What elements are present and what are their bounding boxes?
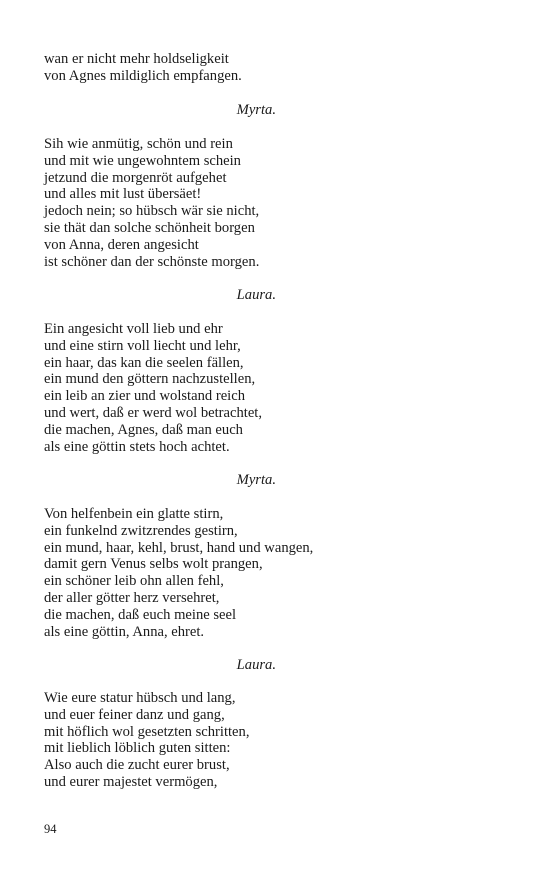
verse-line: als eine göttin, Anna, ehret. — [44, 623, 205, 640]
verse-line: Wie eure statur hübsch und lang, — [44, 690, 236, 706]
verse-line: mit lieblich löblich guten sitten: — [44, 740, 231, 757]
verse-line: wan er nicht mehr holdseligkeit — [44, 51, 229, 67]
verse-line: ein funkelnd zwitzrendes gestirn, — [44, 522, 238, 539]
verse-line: Also auch die zucht eurer brust, — [44, 757, 230, 774]
verse-stanza-1 — [44, 51, 514, 85]
verse-line: Ein angesicht voll lieb und ehr — [44, 321, 223, 337]
verse-stanza-5 — [44, 690, 514, 791]
verse-line: ein mund den göttern nachzustellen, — [44, 371, 256, 388]
verse-line: sie thät dan solche schönheit borgen — [44, 219, 255, 236]
verse-line: Von helfenbein ein glatte stirn, — [44, 506, 224, 522]
speaker-label: Laura. — [236, 657, 276, 673]
verse-line: ist schöner dan der schönste morgen. — [44, 253, 260, 270]
verse-line: ein haar, das kan die seelen fällen, — [44, 354, 244, 371]
verse-line: ein mund, haar, kehl, brust, hand und wangen, — [44, 539, 314, 556]
speaker-label: Laura. — [236, 287, 276, 303]
verse-line: die machen, Agnes, daß man euch — [44, 421, 243, 438]
verse-line: von Agnes mildiglich empfangen. — [44, 67, 242, 84]
verse-line: und euer feiner danz und gang, — [44, 706, 225, 723]
verse-line: ein leib an zier und wolstand reich — [44, 388, 245, 405]
verse-stanza-2 — [44, 136, 514, 270]
verse-stanza-4 — [44, 506, 514, 640]
speaker-label: Myrta. — [236, 472, 276, 488]
verse-line: als eine göttin stets hoch achtet. — [44, 438, 230, 455]
verse-stanza-3 — [44, 321, 514, 455]
verse-line: jetzund die morgenröt aufgehet — [44, 169, 227, 186]
verse-line: von Anna, deren angesicht — [44, 236, 199, 253]
verse-line: und eurer majestet vermögen, — [44, 773, 218, 790]
verse-line: jedoch nein; so hübsch wär sie nicht, — [44, 203, 260, 220]
page-number: 94 — [44, 822, 57, 836]
verse-line: und mit wie ungewohntem schein — [44, 152, 241, 169]
verse-line: die machen, daß euch meine seel — [44, 606, 237, 623]
verse-line: der aller götter herz versehret, — [44, 589, 220, 606]
verse-line: damit gern Venus selbs wolt prangen, — [44, 556, 263, 573]
verse-line: ein schöner leib ohn allen fehl, — [44, 573, 224, 590]
verse-line: und wert, daß er werd wol betrachtet, — [44, 404, 263, 421]
verse-line: und eine stirn voll liecht und lehr, — [44, 337, 241, 354]
verse-line: und alles mit lust übersäet! — [44, 186, 202, 203]
verse-line: mit höflich wol gesetzten schritten, — [44, 723, 250, 740]
verse-line: Sih wie anmütig, schön und rein — [44, 136, 233, 152]
speaker-label: Myrta. — [236, 102, 276, 118]
